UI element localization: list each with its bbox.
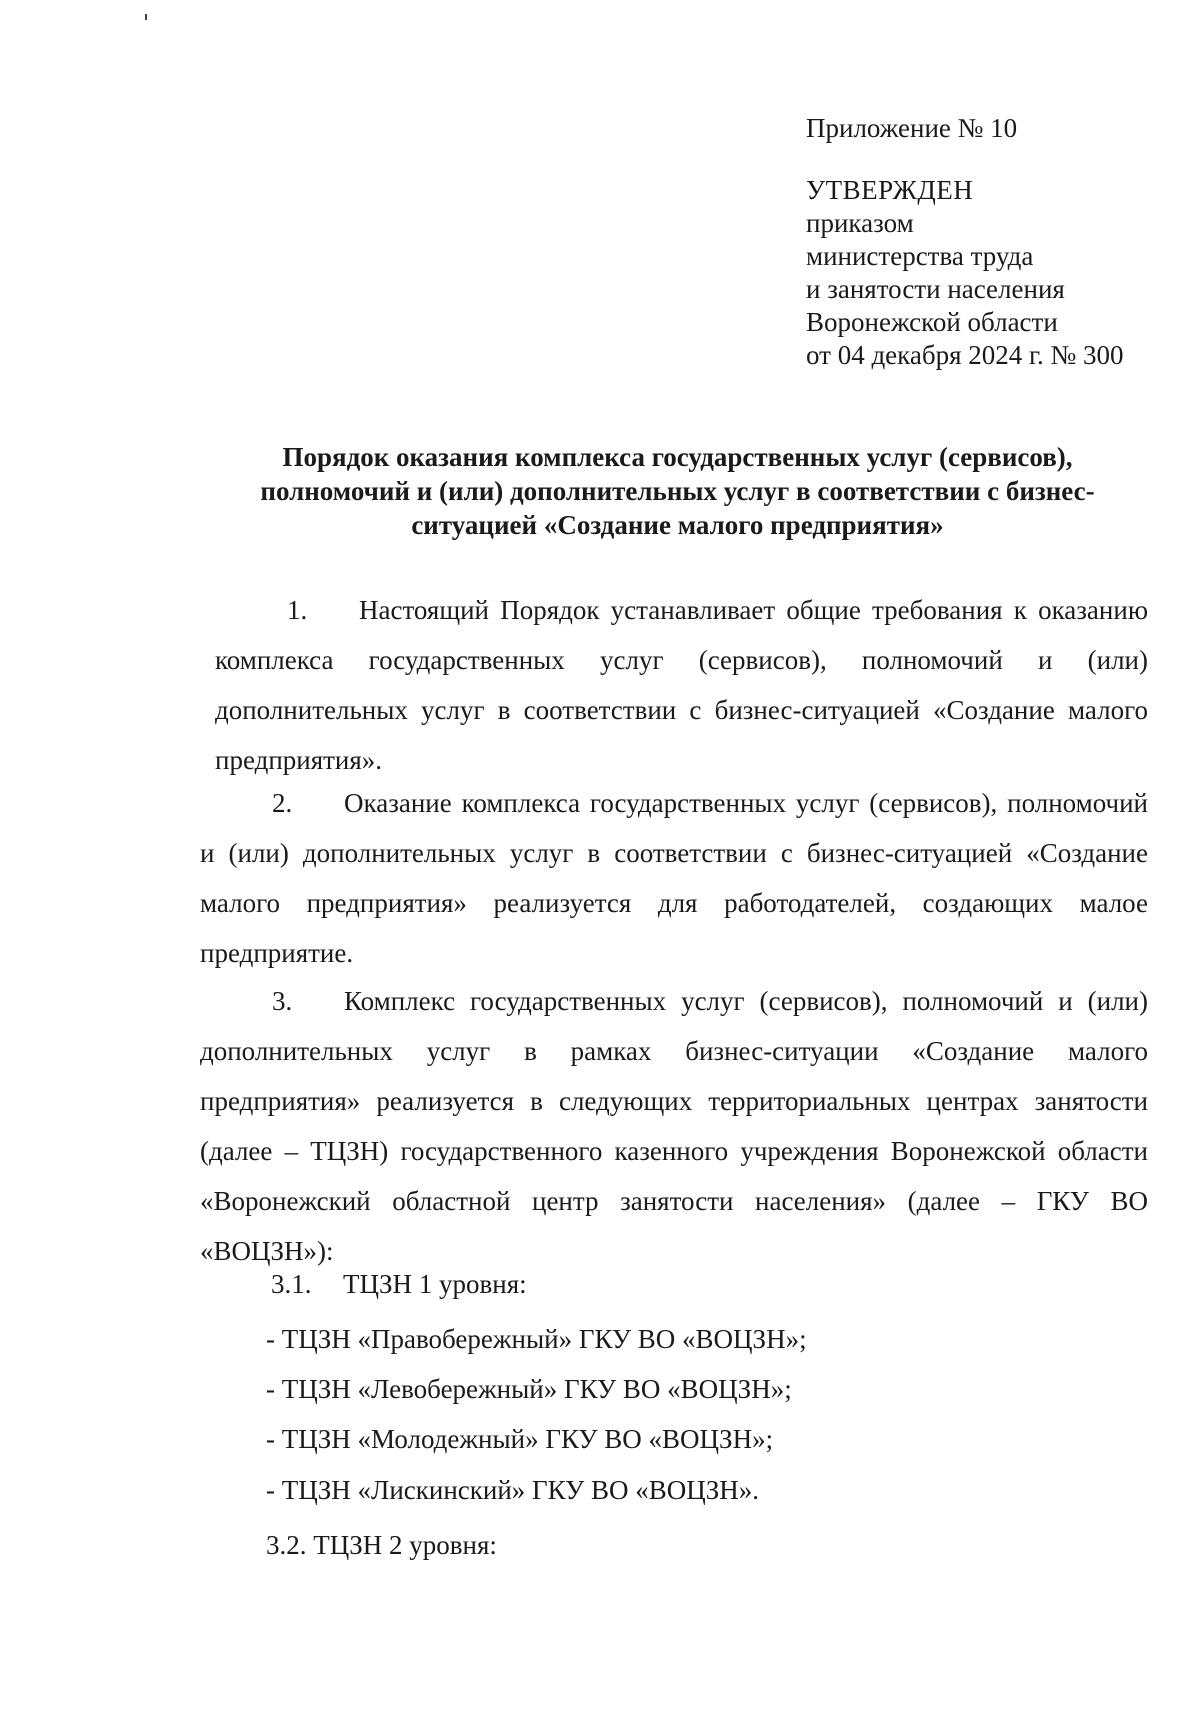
list-item: - ТЦЗН «Лискинский» ГКУ ВО «ВОЦЗН». — [266, 1475, 760, 1505]
approval-line-date: от 04 декабря 2024 г. № 300 — [806, 340, 1124, 370]
approval-line-employment: и занятости населения — [806, 274, 1065, 304]
subsection-3-1 — [271, 1267, 527, 1301]
paragraph-1 — [215, 585, 1148, 785]
paragraph-number: 3. — [272, 986, 293, 1016]
approval-line-region: Воронежской области — [806, 307, 1058, 337]
scan-speck — [145, 14, 147, 20]
paragraph-number: 2. — [272, 788, 293, 818]
document-title — [200, 440, 1155, 542]
paragraph-number: 1. — [287, 595, 308, 625]
subsection-3-2: 3.2. ТЦЗН 2 уровня: — [266, 1530, 497, 1560]
title-line: полномочий и (или) дополнительных услуг в соответствии с бизнес- — [260, 476, 1095, 506]
approved-heading: УТВЕРЖДЕН — [806, 175, 974, 205]
approval-line-order: приказом — [806, 208, 914, 238]
title-line: ситуацией «Создание малого предприятия» — [411, 510, 944, 540]
list-item: - ТЦЗН «Левобережный» ГКУ ВО «ВОЦЗН»; — [266, 1374, 792, 1404]
paragraph-text: Настоящий Порядок устанавливает общие требования к оказанию комплекса государственных услуг (сервисов), полномочий и (или) дополнительных услуг в соответствии с бизнес-ситуацией «Создание малого предприятия». — [215, 595, 1148, 775]
approval-block — [806, 112, 1124, 372]
list-item: - ТЦЗН «Правобережный» ГКУ ВО «ВОЦЗН»; — [266, 1324, 807, 1354]
paragraph-text: Оказание комплекса государственных услуг (сервисов), полномочий и (или) дополнительных услуг в соответствии с бизнес-ситуацией «Создание малого предприятия» реализуется для работодателей, создающих малое предприятие. — [200, 788, 1148, 968]
list-item: - ТЦЗН «Молодежный» ГКУ ВО «ВОЦЗН»; — [266, 1424, 774, 1454]
title-line: Порядок оказания комплекса государственных услуг (сервисов), — [282, 442, 1073, 472]
subsection-text: ТЦЗН 1 уровня: — [343, 1269, 527, 1299]
paragraph-2 — [200, 778, 1148, 978]
paragraph-3 — [200, 976, 1148, 1276]
approval-line-ministry: министерства труда — [806, 241, 1034, 271]
appendix-number: Приложение № 10 — [806, 113, 1018, 143]
paragraph-text: Комплекс государственных услуг (сервисов), полномочий и (или) дополнительных услуг в рамках бизнес-ситуации «Создание малого предприятия» реализуется в следующих территориальных центрах занятости (далее – ТЦЗН) государственного казенного учреждения Воронежской области «Воронежский областной центр занятости населения» (далее – ГКУ ВО «ВОЦЗН»): — [200, 986, 1148, 1266]
subsection-number: 3.1. — [271, 1269, 312, 1299]
